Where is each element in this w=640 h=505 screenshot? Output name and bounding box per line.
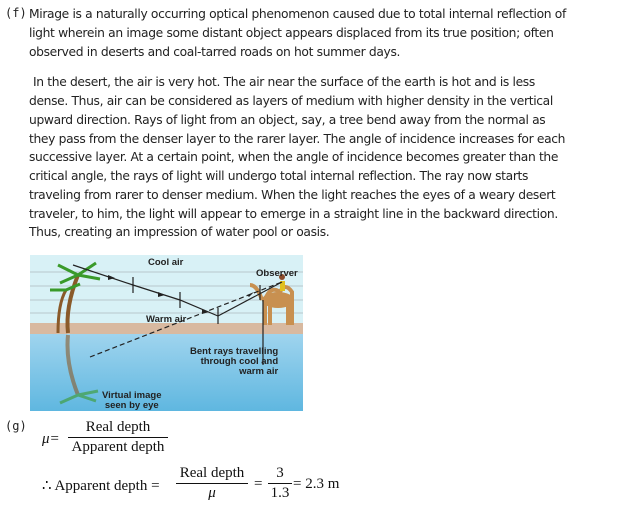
mirage-figure xyxy=(30,255,303,411)
virtual-image-label xyxy=(102,391,162,411)
text-line: dense. Thus, air can be considered as layers of medium with higher density in the vertical xyxy=(29,94,553,108)
numerator: 3 xyxy=(276,465,284,481)
part-f-label: (f) xyxy=(5,6,27,20)
warm-air-label: Warm air xyxy=(146,314,187,325)
denominator: 1.3 xyxy=(270,485,290,501)
mu-equals: μ= xyxy=(42,431,60,447)
text-line: upward direction. Rays of light from an object, say, a tree bend away from the normal as xyxy=(29,113,546,127)
text-line: observed in deserts and coal-tarred roads on hot summer days. xyxy=(29,45,401,59)
equals-sign: = xyxy=(254,476,263,492)
denominator: Apparent depth xyxy=(71,439,165,455)
part-g-label: (g) xyxy=(5,419,27,433)
numerator: Real depth xyxy=(85,419,151,435)
depth-fraction xyxy=(176,465,248,502)
text-line: successive layer. At a certain point, when the angle of incidence becomes greater than the xyxy=(29,150,559,164)
bent-rays-label xyxy=(190,347,278,377)
caption-line: through cool and xyxy=(200,356,279,367)
denominator: μ xyxy=(208,485,216,501)
therefore-apparent-depth: ∴ Apparent depth = xyxy=(42,478,160,494)
caption-line: Bent rays travelling xyxy=(190,346,279,357)
text-line: critical angle, the rays of light will undergo total internal reflection. The ray now starts xyxy=(29,169,529,183)
numerator: Real depth xyxy=(179,465,245,481)
mu-fraction xyxy=(68,419,168,456)
text-line: light wherein an image some distant object appears displaced from its true position; often xyxy=(29,26,554,40)
caption-line: warm air xyxy=(239,366,279,377)
cool-air-label: Cool air xyxy=(148,257,184,268)
text-line: Thus, creating an impression of water pool or oasis. xyxy=(29,225,330,239)
text-line: they pass from the denser layer to the rarer layer. The angle of incidence increases for each xyxy=(29,132,566,146)
text-line: In the desert, the air is very hot. The air near the surface of the earth is hot and is less xyxy=(33,75,535,89)
observer-label: Observer xyxy=(256,268,298,279)
value-fraction xyxy=(268,465,292,502)
text-line: Mirage is a naturally occurring optical phenomenon caused due to total internal reflection of xyxy=(29,7,566,21)
caption-line: Virtual image xyxy=(102,390,162,401)
text-line: traveler, to him, the light will appear to emerge in a straight line in the backward direction. xyxy=(29,207,558,221)
text-line: traveling from rarer to denser medium. When the light reaches the eyes of a weary desert xyxy=(29,188,556,202)
caption-line: seen by eye xyxy=(104,400,159,411)
result: = 2.3 m xyxy=(293,476,340,492)
